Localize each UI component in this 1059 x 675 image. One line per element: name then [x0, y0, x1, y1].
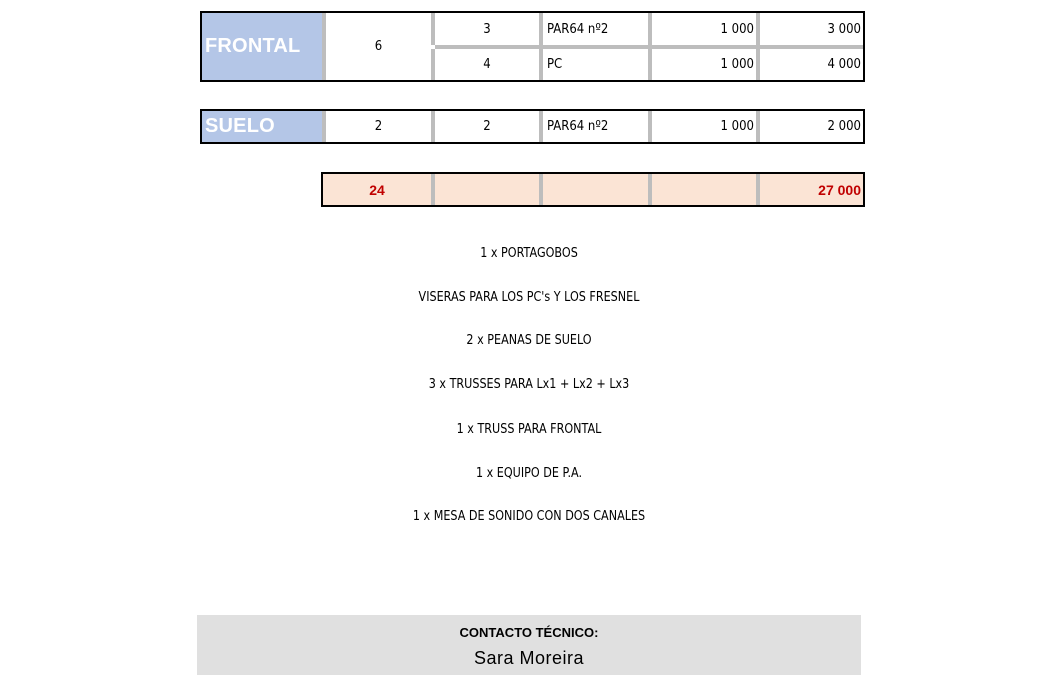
contact-title: CONTACTO TÉCNICO: — [459, 625, 599, 640]
suelo-unit: 1 000 — [648, 111, 756, 142]
frontal-row-2-type: PC — [539, 49, 648, 80]
contact-box — [197, 615, 861, 675]
suelo-total-units: 2 — [322, 111, 431, 142]
frontal-row-1-type: PAR64 nº2 — [539, 13, 648, 45]
extras-item: 1 x TRUSS PARA FRONTAL — [456, 422, 602, 437]
total-units: 24 — [369, 181, 385, 198]
total-empty-cell — [431, 174, 539, 205]
total-empty-cell — [648, 174, 756, 205]
frontal-row-1-qty: 3 — [431, 13, 539, 45]
frontal-label: FRONTAL — [202, 13, 322, 80]
suelo-type: PAR64 nº2 — [539, 111, 648, 142]
total-empty-cell — [539, 174, 648, 205]
extras-item: VISERAS PARA LOS PC's Y LOS FRESNEL — [418, 290, 640, 305]
totals-row — [321, 172, 865, 207]
suelo-table — [200, 109, 865, 144]
extras-item: 1 x PORTAGOBOS — [480, 246, 578, 261]
frontal-total-units: 6 — [322, 13, 431, 80]
frontal-row-2-unit: 1 000 — [648, 49, 756, 80]
suelo-label: SUELO — [202, 111, 322, 142]
frontal-row-1-unit: 1 000 — [648, 13, 756, 45]
frontal-row-2-qty: 4 — [431, 49, 539, 80]
contact-name: Sara Moreira — [473, 648, 585, 668]
frontal-table — [200, 11, 865, 82]
extras-item: 2 x PEANAS DE SUELO — [466, 333, 592, 348]
extras-item: 1 x EQUIPO DE P.A. — [475, 466, 583, 481]
extras-item: 3 x TRUSSES PARA Lx1 + Lx2 + Lx3 — [428, 377, 630, 392]
suelo-qty: 2 — [431, 111, 539, 142]
total-amount: 27 000 — [756, 174, 863, 205]
frontal-row-1-subtotal: 3 000 — [756, 13, 863, 45]
frontal-row-2-subtotal: 4 000 — [756, 49, 863, 80]
extras-item: 1 x MESA DE SONIDO CON DOS CANALES — [412, 509, 646, 524]
suelo-subtotal: 2 000 — [756, 111, 863, 142]
